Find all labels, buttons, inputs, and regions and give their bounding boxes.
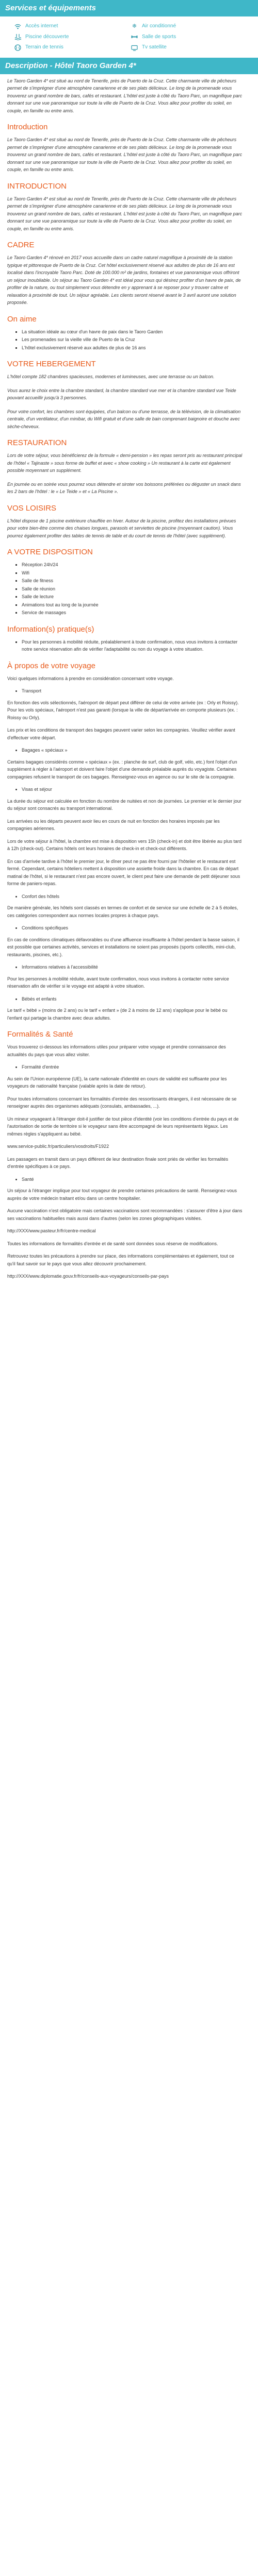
formalites-heading: Formalités & Santé xyxy=(7,1030,73,1039)
sante-label: • Santé xyxy=(22,1176,243,1183)
list-item: ▪ Réception 24h/24 xyxy=(22,561,243,569)
hebergement-text-1: L'hôtel compte 182 chambres spacieuses, modernes et lumineuses, avec une terrasse ou un balcon. xyxy=(7,374,215,379)
service-label: Tv satellite xyxy=(142,44,167,50)
restauration-text-2: En journée ou en soirée vous pourrez vous détendre et siroter vos boissons préférées ou déguster un snack dans les 2 bars de l'hôtel : le « Le Teide » et « La Piscine ». xyxy=(7,481,241,494)
service-item-tennis xyxy=(14,44,121,52)
service-item-pool xyxy=(14,33,121,41)
service-label: Piscine découverte xyxy=(25,33,69,40)
formalites-link[interactable]: www.service-public.fr/particuliers/vosdroits/F1922 xyxy=(7,1144,109,1149)
transport-label: • Transport xyxy=(22,687,243,695)
bebes-label: • Bébés et enfants xyxy=(22,995,243,1003)
on-aime-heading: On aime xyxy=(7,314,37,324)
service-item-gym xyxy=(131,33,237,41)
introduction-caps-text: Le Taoro Garden 4* est situé au nord de Tenerife, près de Puerto de la Cruz. Cette charmante ville de pêcheurs permet de s'imprégner d'une atmosphère canarienne et de ses plats délicieux. Le long de la promenade vous trouverez un grand nombre de bars, cafés et restaurant. L'hôtel est juste à côté du Taoro Parc, un magnifique parc donnant sur une vue panoramique sur toute la ville de Puerto de la Cruz. Vous allez pour profiter du soleil, en couple, en famille ou entre amis. xyxy=(7,196,243,231)
bebes-text: Le tarif « bébé » (moins de 2 ans) ou le tarif « enfant » (de 2 à moins de 12 ans) s'applique pour le bébé ou l'enfant qui partage la chambre avec deux adultes. xyxy=(7,1008,228,1021)
services-banner xyxy=(0,0,258,16)
loisirs-text: L'hôtel dispose de 1 piscine extérieure chauffée en hiver. Autour de la piscine, profitez des installations prévues pour votre bien-être comme des chaises longues, parasols et serviettes de piscine (moyennant caution). Vous pourrez également profiter des tables de tennis de table et du court de tennis de l'hôtel (avec supplément). xyxy=(7,518,236,538)
description-body xyxy=(0,74,258,1290)
description-intro: Le Taoro Garden 4* est situé au nord de Tenerife, près de Puerto de la Cruz. Cette charmante ville de pêcheurs permet de s'imprégner d'une atmosphère canarienne et de ses plats délicieux. Le long de la promenade vous trouverez un grand nombre de bars, cafés et restaurant. L'hôtel est juste à côté du Taoro Parc, un magnifique parc donnant sur une vue panoramique sur toute la ville de Puerto de la Cruz. Vous allez pour profiter du soleil, en couple, en famille ou entre amis. xyxy=(7,78,243,113)
disposition-list xyxy=(22,561,243,617)
formalites-text-2: Pour toutes informations concernant les formalités d'entrée des ressortissants étrangers, il est nécessaire de se renseigner auprès des organismes adéquats (consulats, ambassades, ...). xyxy=(7,1096,237,1109)
introduction-caps-heading: INTRODUCTION xyxy=(7,181,67,191)
sante-text-4: Retrouvez toutes les précautions à prendre sur place, des informations complémentaires et également, tout ce qu'il faut savoir sur le pays que vous allez découvrir prochainement. xyxy=(7,1253,234,1266)
sante-link-2[interactable]: http://XXX/www.diplomatie.gouv.fr/fr/conseils-aux-voyageurs/conseils-par-pays xyxy=(7,1274,169,1279)
list-item: ▪ Animations tout au long de la journée xyxy=(22,601,243,609)
formalites-text-1: Au sein de l'Union européenne (UE), la carte nationale d'identité en cours de validité est suffisante pour les voyageurs de nationalité française (valable après la date de retour). xyxy=(7,1076,227,1089)
visa-text: La durée du séjour est calculée en fonction du nombre de nuitées et non de journées. Le premier et le dernier jour du séjour sont consacrés au transport international. xyxy=(7,798,241,811)
bagages-text: Certains bagages considérés comme « spéciaux » (ex. : planche de surf, club de golf, vélo, etc.) font l'objet d'un supplément à régler à l'aéroport et doivent faire l'objet d'une demande préalable auprès du voyagiste. Certaines compagnies refusent le transport de ces bagages. Renseignez-vous en agence ou sur le site de la compagnie. xyxy=(7,759,237,779)
list-item: ▪ Wifi xyxy=(22,569,243,577)
a-propos-intro: Voici quelques informations à prendre en considération concernant votre voyage. xyxy=(7,675,174,681)
cadre-text: Le Taoro Garden 4* rénové en 2017 vous accueille dans un cadre naturel magnifique à proximité de la station typique et pittoresque de Puerto de la Cruz. Cet hôtel exclusivement réservé aux adultes de plus de 16 ans est localisé dans l'incroyable Taoro Parc. Doté de 100.000 m² de jardins, fontaines et vue panoramique vous offriront un séjour inoubliable. Un séjour au Taoro Garden 4* est idéal pour vous qui désirez profiter d'un havre de paix, de profiter de la nature, ou tout simplement vous détendre en y apprenant à se reposer pour y trouver calme et relaxation à proximité de tout. Un séjour agréable. Les clients seront réservé avant le 3 avril auront une solution proposée. xyxy=(7,255,241,305)
accessibility-text: Pour les personnes à mobilité réduite, avant toute confirmation, nous vous invitons à contacter notre service réservation afin de vérifier si le voyage est adapté à votre situation. xyxy=(7,976,229,989)
service-item-air-conditioning xyxy=(131,23,237,30)
tennis-icon xyxy=(14,44,21,51)
list-item: ▪ Salle de lecture xyxy=(22,593,243,601)
transport-text-2: Les prix et les conditions de transport des bagages peuvent varier selon les compagnies. Veuillez vérifier avant d'effectuer votre départ. xyxy=(7,727,235,740)
hebergement-heading: VOTRE HEBERGEMENT xyxy=(7,360,96,368)
cadre-heading: CADRE xyxy=(7,241,35,249)
list-item: ▪ L'hôtel exclusivement réservé aux adultes de plus de 16 ans xyxy=(22,344,243,352)
on-aime-list xyxy=(22,328,243,352)
service-item-tv xyxy=(131,44,237,52)
list-item: ▪ La situation idéale au cœur d'un havre de paix dans le Taoro Garden xyxy=(22,328,243,336)
air-conditioner-icon: ❄ xyxy=(132,23,137,29)
formalites-intro: Vous trouverez ci-dessous les informations utiles pour préparer votre voyage et prendre connaissance des actualités du pays que vous allez visiter. xyxy=(7,1044,226,1057)
sante-text-3: Toutes les informations de formalités d'entrée et de santé sont données sous réserve de modifications. xyxy=(7,1241,218,1246)
formalites-label: • Formalité d'entrée xyxy=(22,1063,243,1071)
sante-text-2: Aucune vaccination n'est obligatoire mais certaines vaccinations sont recommandées : s'assurer d'être à jour dans ses vaccinations habituelles mais aussi dans d'autres (selon les zones géographiques visitées. xyxy=(7,1208,243,1221)
list-item: ▪ Salle de fitness xyxy=(22,577,243,585)
service-label: Accès internet xyxy=(25,23,58,29)
hebergement-text-3: Pour votre confort, les chambres sont équipées, d'un balcon ou d'une terrasse, de la télévision, de la climatisation centrale, d'un ventilateur, d'un minibar, du Wifi gratuit et d'une salle de bain comprenant baignoire et douche avec sèche-cheveux. xyxy=(7,409,241,429)
list-item: ▪ Les promenades sur la vieille ville de Puerto de la Cruz xyxy=(22,336,243,344)
disposition-heading: A VOTRE DISPOSITION xyxy=(7,548,93,556)
loisirs-heading: VOS LOISIRS xyxy=(7,503,57,513)
transport-text-1: En fonction des vols sélectionnés, l'aéroport de départ peut différer de celui de votre arrivée (ex : Orly et Roissy). Pour les vols spéciaux, l'aéroport n'est pas garanti (lorsque la ville de départ/arrivée en comporte plusieurs (ex. : Roissy ou Orly). xyxy=(7,700,239,720)
restauration-heading: RESTAURATION xyxy=(7,438,67,447)
formalites-text-4: Les passagers en transit dans un pays différent de leur destination finale sont priés de vérifier les formalités d'entrée spécifiques à ce pays. xyxy=(7,1156,229,1169)
confort-text: De manière générale, les hôtels sont classés en termes de confort et de service sur une échelle de 2 à 5 étoiles, ces catégories correspondent aux normes locales propres à chaque pays. xyxy=(7,905,238,918)
a-propos-heading: À propos de votre voyage xyxy=(7,661,95,670)
wifi-icon xyxy=(14,23,21,30)
infos-list xyxy=(22,638,243,653)
description-banner xyxy=(0,58,258,74)
services-grid xyxy=(0,16,258,58)
service-item-internet xyxy=(14,23,121,30)
sante-text-1: Un séjour à l'étranger implique pour tout voyageur de prendre certaines précautions de santé. Renseignez-vous auprès de votre médecin traitant et/ou dans un centre hospitalier. xyxy=(7,1188,237,1201)
tv-icon xyxy=(131,44,138,51)
restauration-text-1: Lors de votre séjour, vous bénéficierez de la formule « demi-pension » les repas seront pris au restaurant principal de l'hôtel « Tajinaste » sous forme de buffet et avec « show cooking » Un restaurant à la carte est également possible moyennant un supplément. xyxy=(7,453,243,473)
formalites-text-3: Un mineur voyageant à l'étranger doit-il justifier de tout pièce d'identité (voir les conditions d'entrée du pays et de l'autorisation de sortie de territoire si le voyageur sans être accompagné de leurs représentants légaux. Les mêmes règles s'appliquent au bébé. xyxy=(7,1116,239,1137)
list-item: ▪ Salle de réunion xyxy=(22,585,243,593)
list-item: ▪ Service de massages xyxy=(22,609,243,617)
infos-heading: Information(s) pratique(s) xyxy=(7,624,94,634)
service-label: Salle de sports xyxy=(142,33,176,40)
conditions-label: • Conditions spécifiques xyxy=(22,924,243,932)
description-title: Description - Hôtel Taoro Garden 4* xyxy=(5,61,136,70)
sante-link-1[interactable]: http://XXX/www.pasteur.fr/fr/centre-medical xyxy=(7,1228,96,1233)
services-title: Services et équipements xyxy=(5,4,96,12)
bagages-label: • Bagages « spéciaux » xyxy=(22,747,243,754)
service-label: Air conditionné xyxy=(142,23,176,29)
hebergement-text-2: Vous aurez le choix entre la chambre standard, la chambre standard vue mer et la chambre standard vue Teide pouvant accueillir jusqu'à 3 personnes. xyxy=(7,387,236,400)
service-label: Terrain de tennis xyxy=(25,44,63,50)
visa-label: • Visas et séjour xyxy=(22,786,243,793)
conditions-text: En cas de conditions climatiques défavorables ou d'une affluence insuffisante à l'hôtel pendant la basse saison, il est possible que certaines activités, services et installations ne soient pas proposés (sports collectifs, mini-club, restaurants, piscines, etc.). xyxy=(7,937,239,957)
gym-icon xyxy=(131,33,138,40)
introduction-heading: Introduction xyxy=(7,123,48,131)
transfert-text: En cas d'arrivée tardive à l'hôtel le premier jour, le dîner peut ne pas être fourni par l'hôtelier et le restaurant est fermé. Cependant, certains hôteliers mettent à disposition une assiette froide dans la chambre. En cas de départ matinal de l'hôtel, si le restaurant n'est pas encore ouvert, le client peut faire une demande de petit déjeuner sous forme de paniers-repas. xyxy=(7,858,240,886)
confort-label: • Confort des hôtels xyxy=(22,893,243,901)
chambre-text: Lors de votre séjour à l'hôtel, la chambre est mise à disposition vers 15h (check-in) et doit être libérée au plus tard à 12h (check-out). Certains hôtels ont leurs horaires de check-in et check-out différents. xyxy=(7,838,241,851)
list-item: ▪ Pour les personnes à mobilité réduite, préalablement à toute confirmation, nous vous invitons à contacter notre service réservation afin de vérifier l'adaptabilité ou non du voyage à votre situation. xyxy=(22,638,243,653)
pool-icon xyxy=(14,33,21,40)
arrivee-text: Les arrivées ou les départs peuvent avoir lieu en cours de nuit en fonction des horaires imposés par les compagnies aériennes. xyxy=(7,818,220,831)
introduction-text: Le Taoro Garden 4* est situé au nord de Tenerife, près de Puerto de la Cruz. Cette charmante ville de pêcheurs permet de s'imprégner d'une atmosphère canarienne et de ses plats délicieux. Le long de la promenade vous trouverez un grand nombre de bars, cafés et restaurant. L'hôtel est juste à côté du Taoro Parc, un magnifique parc donnant sur une vue panoramique sur toute la ville de Puerto de la Cruz. Vous allez pour profiter du soleil, en couple, en famille ou entre amis. xyxy=(7,137,243,172)
accessibility-label: • Informations relatives à l'accessibilité xyxy=(22,963,243,971)
